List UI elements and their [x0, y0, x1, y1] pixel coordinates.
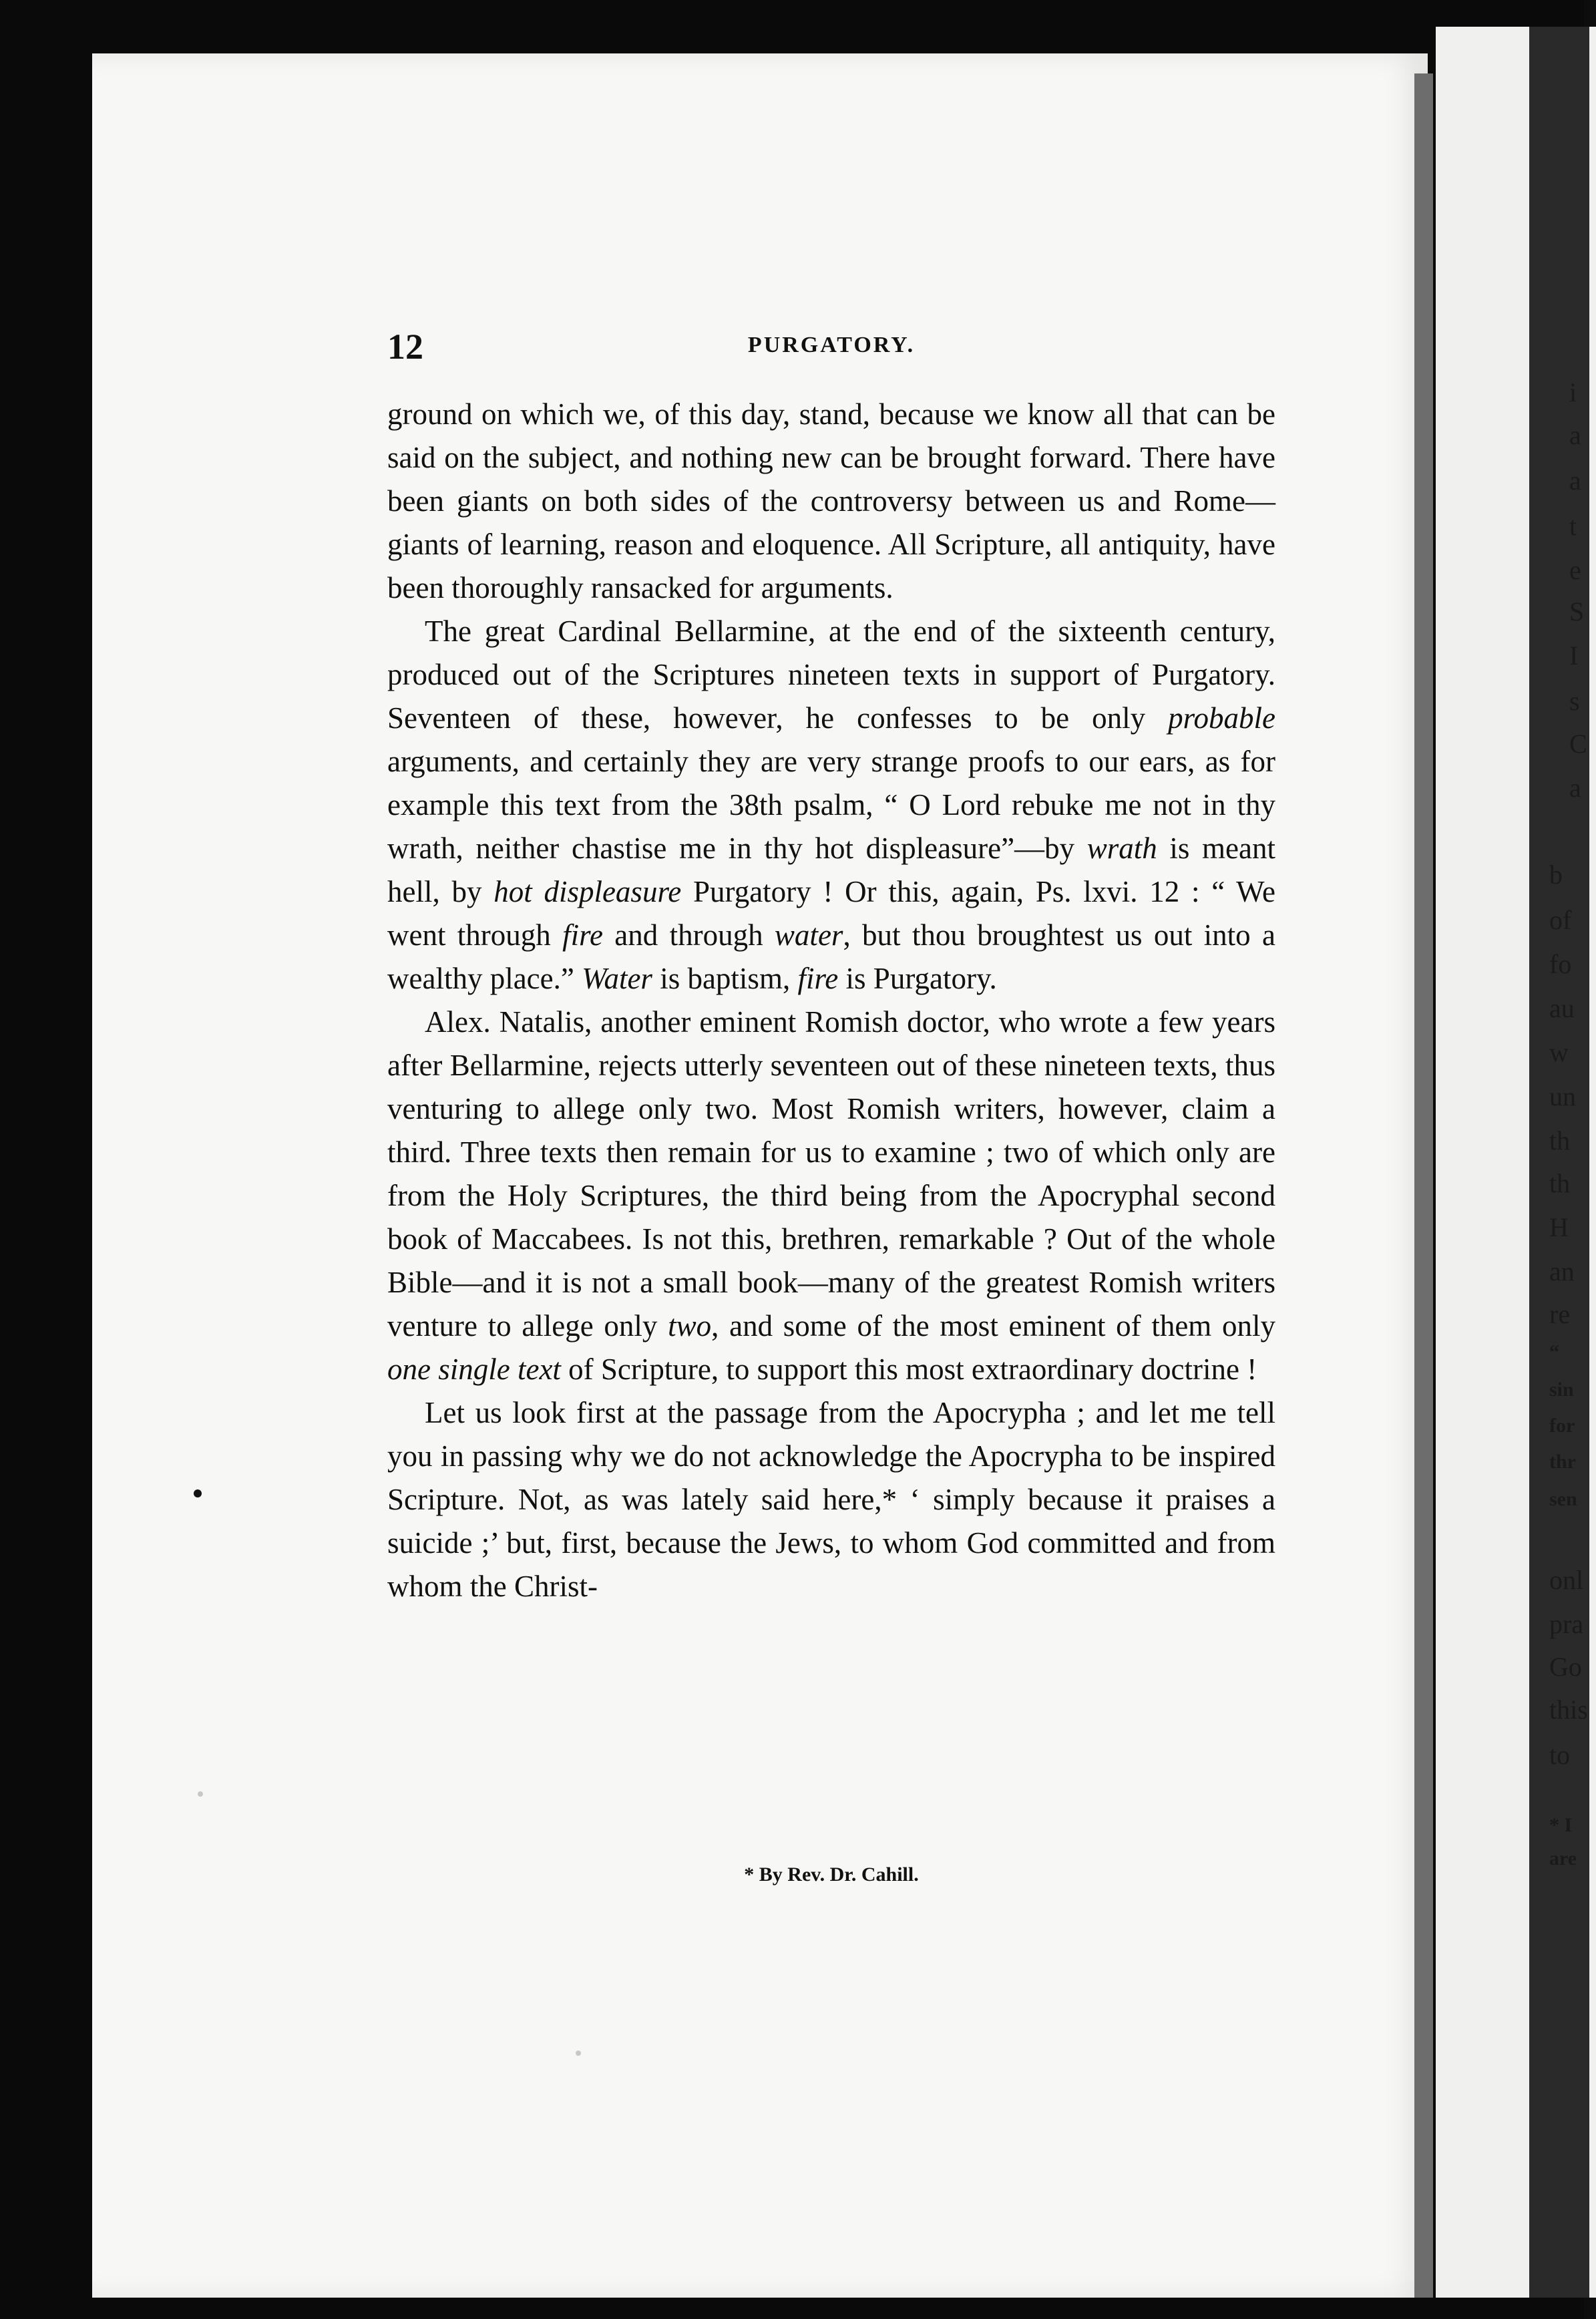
facing-page-fragment: to [1549, 1740, 1571, 1770]
italic-text: fire [797, 962, 839, 995]
text-run: arguments, and certainly they are very strange proofs to our ears, as for example this text from the 38th psalm, “ O Lord rebuke me not in thy wrath, neither chastise me in thy hot displeasure”—by [387, 745, 1275, 865]
facing-page-fragment: onl [1549, 1565, 1584, 1595]
facing-page-fragment: i [1569, 377, 1577, 407]
facing-page-fragment: H [1549, 1212, 1569, 1242]
paragraph [387, 393, 1275, 610]
text-run: is meant hell, by [387, 832, 1276, 908]
facing-page-fragment: C [1569, 729, 1587, 759]
scan-speck [576, 2050, 581, 2056]
text-run: of Scripture, to support this most extraordinary doctrine ! [560, 1353, 1257, 1386]
facing-page-fragment: are [1549, 1847, 1577, 1869]
scan-speck [194, 1489, 202, 1497]
facing-page-fragment: th [1549, 1168, 1571, 1198]
facing-page-fragment: a [1569, 420, 1581, 450]
facing-page-fragment: S [1569, 596, 1585, 627]
text-run: , and some of the most eminent of them only [711, 1309, 1276, 1343]
facing-page-fragment: b [1549, 860, 1563, 890]
italic-text: water [774, 918, 843, 952]
facing-page-fragment: e [1569, 555, 1581, 585]
facing-page-fragment: w [1549, 1037, 1569, 1067]
paragraph [387, 610, 1275, 1001]
italic-text: wrath [1086, 832, 1157, 865]
facing-page-fragment: an [1549, 1256, 1575, 1286]
paragraph [387, 1391, 1275, 1608]
facing-page-gutter-shadow [1529, 27, 1589, 2298]
italic-text: fire [562, 918, 603, 952]
text-run: is baptism, [652, 962, 798, 995]
facing-page-fragment: “ [1549, 1341, 1559, 1363]
facing-page-fragment: sin [1549, 1379, 1574, 1401]
facing-page-fragment: of [1549, 905, 1572, 935]
italic-text: two [668, 1309, 712, 1343]
text-run: , but thou broughtest us out into a wealthy place.” [387, 918, 1275, 995]
scan-speck [198, 1791, 203, 1797]
facing-page-fragment: t [1569, 511, 1577, 541]
facing-page-fragment: thr [1549, 1451, 1576, 1473]
text-run: Alex. Natalis, another eminent Romish doctor, who wrote a few years after Bellarmine, rejects utterly seventeen out of these nineteen texts, thus venturing to allege only two. Most Romish writers, however, claim a third. Three texts then remain for us to examine ; two of which only are from the Holy Scriptures, the third being from the Apocryphal second book of Maccabees. Is not this, brethren, remarkable ? Out of the whole Bible—and it is not a small book—many of the greatest Romish writers venture to allege only [387, 1005, 1275, 1343]
page-header [387, 326, 1275, 366]
facing-page-fragment: s [1569, 686, 1580, 716]
italic-text: probable [1168, 701, 1275, 735]
page-number: 12 [387, 327, 423, 367]
facing-page-fragment: au [1549, 993, 1575, 1023]
italic-text: Water [582, 962, 652, 995]
facing-page-fragment: pra [1549, 1609, 1584, 1639]
facing-page-fragment: Go [1549, 1652, 1582, 1682]
facing-page-fragment: this [1549, 1694, 1588, 1725]
facing-page-fragment: * I [1549, 1814, 1573, 1836]
text-run: ground on which we, of this day, stand, because we know all that can be said on the subject, and nothing new can be brought forward. There have been giants on both sides of the controversy between us and Rome—giants of learning, reason and eloquence. All Scripture, all antiquity, have been thoroughly ransacked for arguments. [387, 397, 1275, 604]
facing-page-fragment: th [1549, 1125, 1571, 1155]
footnote: * By Rev. Dr. Cahill. [744, 1863, 919, 1886]
facing-page-fragment: for [1549, 1415, 1575, 1437]
facing-page-fragment: a [1569, 466, 1581, 496]
facing-page-fragment: sen [1549, 1488, 1577, 1510]
paragraph [387, 1001, 1275, 1391]
facing-page-fragment: I [1569, 641, 1579, 671]
text-run: and through [602, 918, 775, 952]
body-text [387, 393, 1275, 1608]
page-edge [1414, 73, 1433, 2298]
italic-text: one single text [387, 1353, 561, 1386]
text-run: is Purgatory. [838, 962, 997, 995]
facing-page-fragment: fo [1549, 949, 1572, 979]
text-run: The great Cardinal Bellarmine, at the end of the sixteenth century, produced out of the Scriptures nineteen texts in support of Purgatory. Seventeen of these, however, he confesses to be only [387, 614, 1275, 735]
facing-page-fragment: a [1569, 773, 1581, 803]
text-run: Purgatory ! Or this, again, Ps. lxvi. 12 : “ We went through [387, 875, 1275, 952]
facing-page-fragment: un [1549, 1081, 1576, 1111]
facing-page-fragment: re [1549, 1299, 1571, 1329]
running-head: PURGATORY. [747, 333, 916, 357]
italic-text: hot displeasure [493, 875, 682, 908]
text-run: Let us look first at the passage from the Apocrypha ; and let me tell you in passing why we do not acknowledge the Apocrypha to be inspired Scripture. Not, as was lately said here,* ‘ simply because it praises a suicide ;’ but, first, because the Jews, to whom God committed and from whom the Christ- [387, 1396, 1275, 1603]
